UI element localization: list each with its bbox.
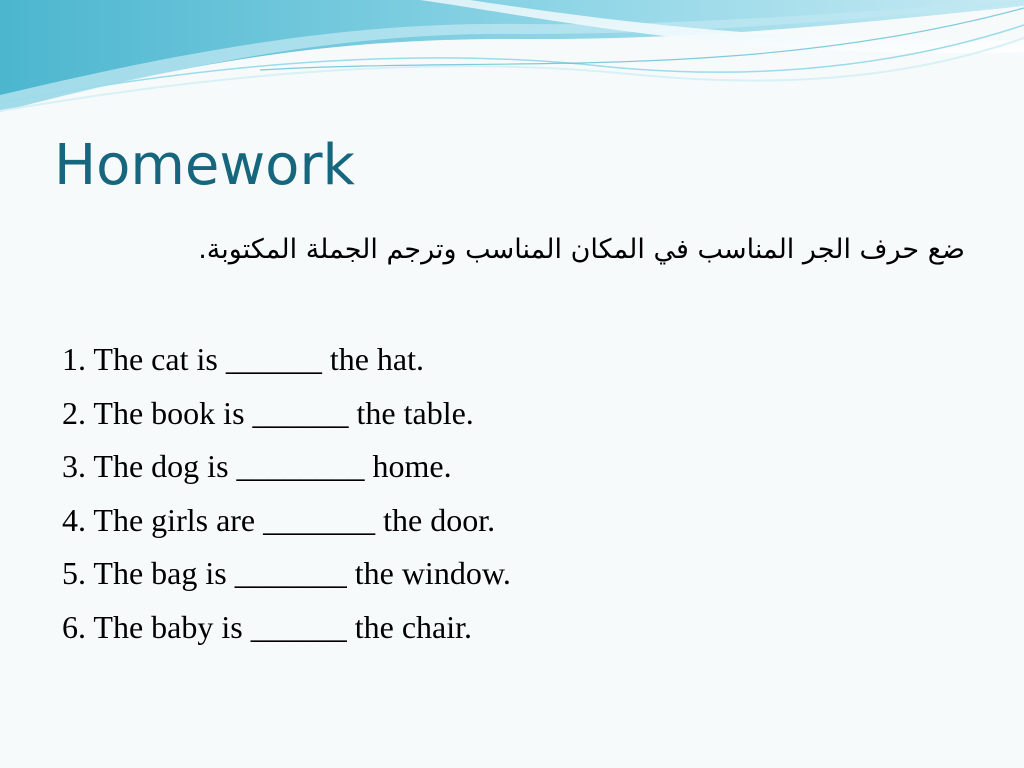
homework-exercise-list	[62, 336, 962, 657]
wave-graphic	[0, 0, 1024, 125]
exercise-item: 1. The cat is ______ the hat.	[62, 341, 424, 377]
exercise-item: 4. The girls are _______ the door.	[62, 501, 496, 538]
exercise-item: 5. The bag is _______ the window.	[62, 555, 511, 591]
exercise-item: 2. The book is ______ the table.	[62, 394, 474, 431]
exercise-item: 6. The baby is ______ the chair.	[62, 608, 472, 645]
exercise-item: 3. The dog is ________ home.	[62, 448, 452, 484]
arabic-instruction: ضع حرف الجر المناسب في المكان المناسب وترجم الجملة المكتوبة.	[198, 234, 965, 265]
slide-title: Homework	[54, 133, 355, 198]
decorative-wave-banner	[0, 0, 1024, 125]
